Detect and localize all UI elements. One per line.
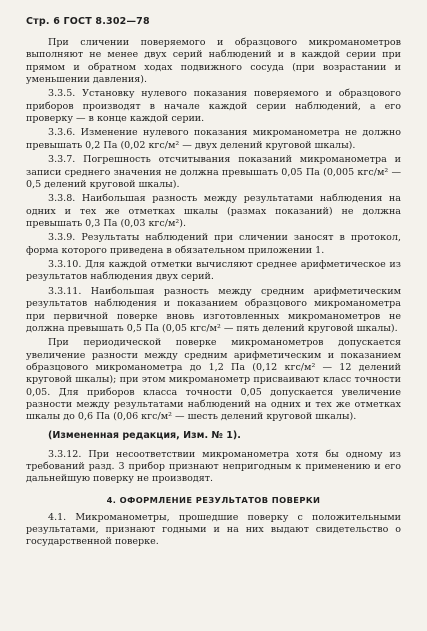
paragraph-3-3-5: 3.3.5. Установку нулевого показания поверяемого и образцового приборов производят в начале каждой серии наблюдений, а его проверку — в конце каждой серии.	[26, 88, 401, 124]
paragraph-3-3-7: 3.3.7. Погрешность отсчитывания показаний микроманометра и записи среднего значения не должна превышать 0,05 Па (0,005 кгс/м² — 0,5 делений круговой шкалы).	[26, 154, 401, 190]
paragraph-3-3-10: 3.3.10. Для каждой отметки вычисляют среднее арифметическое из результатов наблюдения двух серий.	[26, 259, 401, 283]
paragraph-3-3-9: 3.3.9. Результаты наблюдений при сличении заносят в протокол, форма которого приведена в обязательном приложении 1.	[26, 232, 401, 256]
paragraph-3-3-11: 3.3.11. Наибольшая разность между средним арифметическим результатов наблюдения и показанием образцового микроманометра при первичной поверке вновь изготовленных микроманометров не должна превышать 0,5 Па (0,05 кгс/м² — пять делений круговой шкалы).	[26, 285, 401, 334]
edition-note: (Измененная редакция, Изм. № 1).	[48, 430, 241, 442]
paragraph-4-1: 4.1. Микроманометры, прошедшие поверку с положительными результатами, признают годными и на них выдают свидетельство о государственной поверке.	[26, 511, 401, 548]
section-heading: 4. ОФОРМЛЕНИЕ РЕЗУЛЬТАТОВ ПОВЕРКИ	[106, 494, 321, 505]
paragraph-3-3-8: 3.3.8. Наибольшая разность между результатами наблюдения на одних и тех же отметках шкалы (размах показаний) не должна превышать 0,3 Па (0,03 кгс/м²).	[26, 193, 401, 229]
paragraph-intro: При сличении поверяемого и образцового микроманометров выполняют не менее двух серий наблюдений и в каждой серии при прямом и обратном ходах подвижного сосуда (при возрастании и уменьшении давления).	[26, 37, 401, 85]
paragraph-periodic: При периодической поверке микроманометров допускается увеличение разности между средним арифметическим и показанием образцового микроманометра до 1,2 Па (0,12 кгс/м² — 12 делений круговой шкалы); при этом микроманометр присваивают класс точности 0,05. Для приборов класса точности 0,05 допускается увеличение разности между результатами наблюдений на одних и тех же отметках шкалы до 0,6 Па (0,06 кгс/м² — шесть делений круговой шкалы).	[26, 337, 401, 423]
paragraph-3-3-12: 3.3.12. При несоответствии микроманометра хотя бы одному из требований разд. 3 прибор признают непригодным к применению и его дальнейшую поверку не производят.	[26, 448, 401, 485]
paragraph-3-3-6: 3.3.6. Изменение нулевого показания микроманометра не должно превышать 0,2 Па (0,02 кгс/м² — двух делений круговой шкалы).	[26, 127, 401, 151]
page-header: Стр. 6 ГОСТ 8.302—78	[26, 16, 150, 27]
